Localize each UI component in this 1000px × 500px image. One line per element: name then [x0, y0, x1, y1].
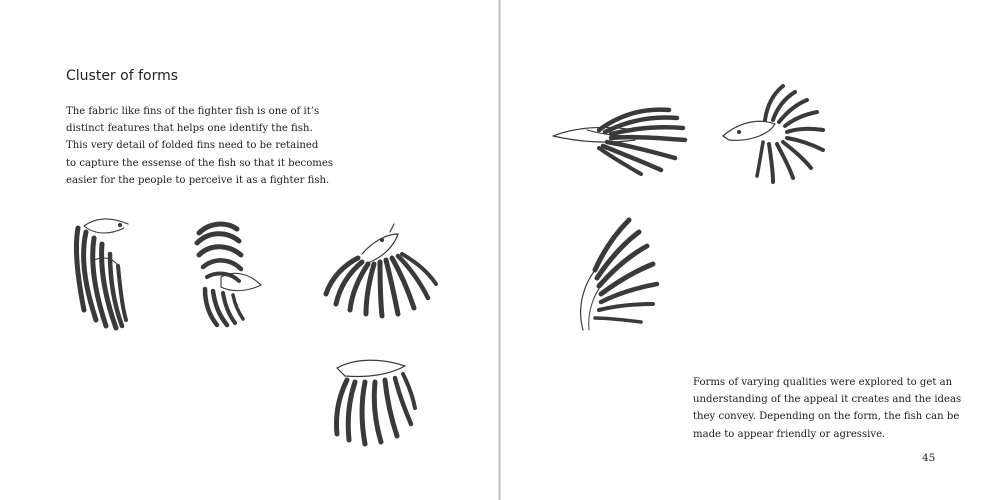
left-page — [0, 0, 499, 500]
paragraph-line: understanding of the appeal it creates and the ideas — [693, 394, 962, 406]
right-page — [501, 0, 1000, 500]
paragraph-line: The fabric like fins of the fighter fish is one of it’s — [66, 106, 320, 117]
paragraph-line: distinct features that helps one identify the fish. — [66, 123, 313, 135]
paragraph-line: they convey. Depending on the form, the fish can be — [693, 411, 960, 423]
fish-sketch-swoop — [325, 352, 420, 452]
fish-sketch-crested — [719, 80, 839, 190]
page-number: 45 — [922, 452, 936, 464]
paragraph-line: to capture the essense of the fish so that it becomes — [66, 157, 334, 169]
fish-sketch-fan — [318, 218, 443, 323]
fish-sketch-horizontal — [549, 100, 691, 180]
paragraph-line: Forms of varying qualities were explored to get an — [693, 377, 953, 388]
paragraph-line: This very detail of folded fins need to be retained — [66, 140, 319, 152]
fish-sketch-folded — [187, 215, 267, 330]
paragraph-line: easier for the people to perceive it as a fighter fish. — [66, 174, 330, 186]
fish-sketch-vertical — [70, 210, 140, 335]
paragraph-line: made to appear friendly or agressive. — [693, 428, 886, 440]
fish-sketch-wing — [573, 212, 673, 337]
closing-paragraph — [693, 374, 961, 443]
intro-paragraph — [66, 103, 333, 189]
section-title: Cluster of forms — [66, 68, 179, 84]
